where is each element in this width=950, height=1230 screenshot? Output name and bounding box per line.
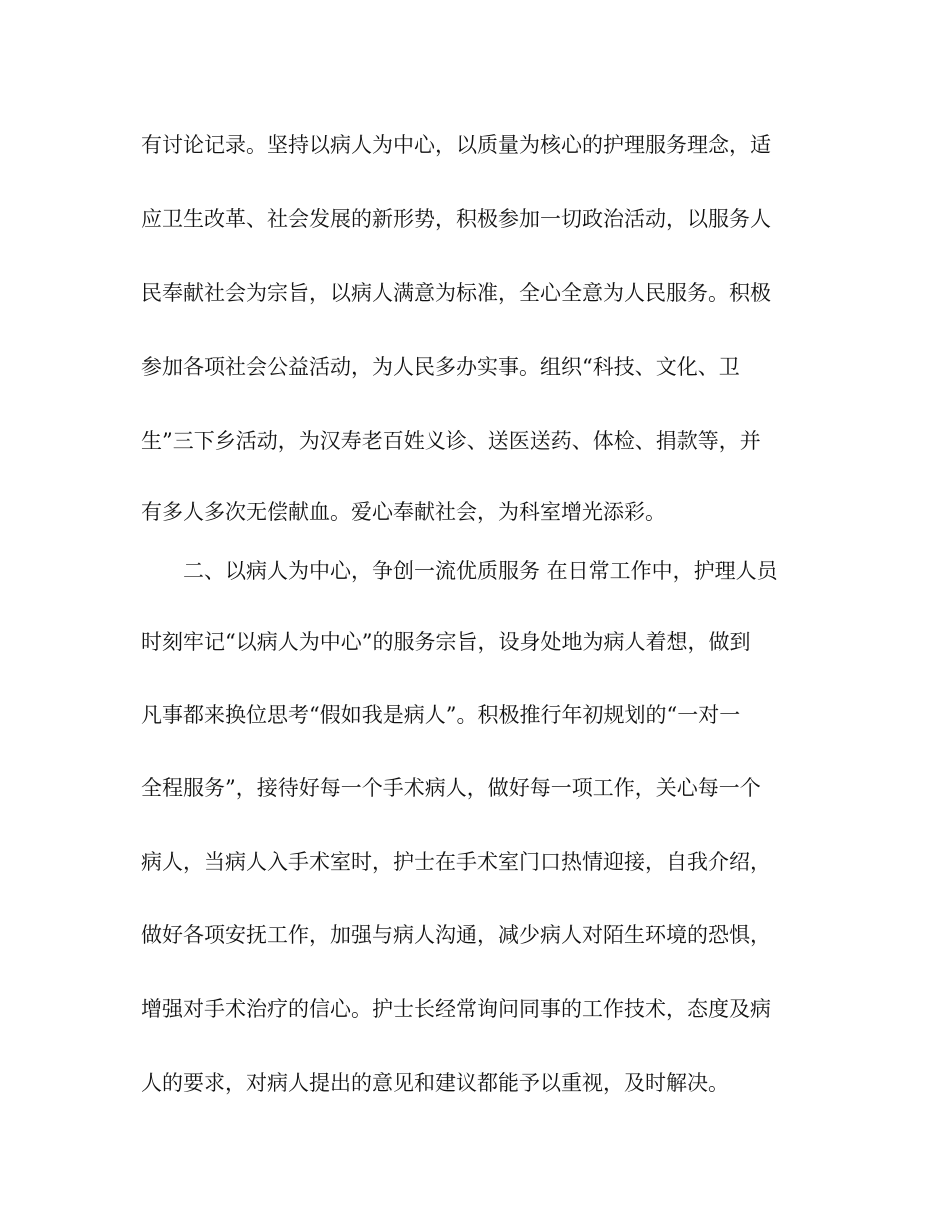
text-line: 有多人多次无偿献血。爱心奉献社会，为科室增光添彩。 xyxy=(141,500,666,524)
text-line: 人的要求，对病人提出的意见和建议都能予以重视，及时解决。 xyxy=(141,1071,729,1095)
text-line: 有讨论记录。坚持以病人为中心，以质量为核心的护理服务理念，适 xyxy=(141,133,771,157)
text-line: 凡事都来换位思考“假如我是病人”。积极推行年初规划的“一对一 xyxy=(141,703,741,727)
text-line: 增强对手术治疗的信心。护士长经常询问同事的工作技术，态度及病 xyxy=(141,997,771,1021)
text-line: 生”三下乡活动，为汉寿老百姓义诊、送医送药、体检、捐款等，并 xyxy=(141,429,761,453)
text-line: 民奉献社会为宗旨，以病人满意为标准，全心全意为人民服务。积极 xyxy=(141,281,771,305)
section-heading-line: 二、以病人为中心，争创一流优质服务 在日常工作中，护理人员 xyxy=(183,559,778,583)
text-line: 全程服务”，接待好每一个手术病人，做好每一项工作，关心每一个 xyxy=(141,776,761,800)
text-line: 应卫生改革、社会发展的新形势，积极参加一切政治活动，以服务人 xyxy=(141,207,771,231)
text-line: 做好各项安抚工作，加强与病人沟通，减少病人对陌生环境的恐惧， xyxy=(141,923,771,947)
text-line: 病人，当病人入手术室时，护士在手术室门口热情迎接，自我介绍， xyxy=(141,850,771,874)
text-line: 参加各项社会公益活动，为人民多办实事。组织“科技、文化、卫 xyxy=(141,355,740,379)
text-line: 时刻牢记“以病人为中心”的服务宗旨，设身处地为病人着想，做到 xyxy=(141,630,751,654)
